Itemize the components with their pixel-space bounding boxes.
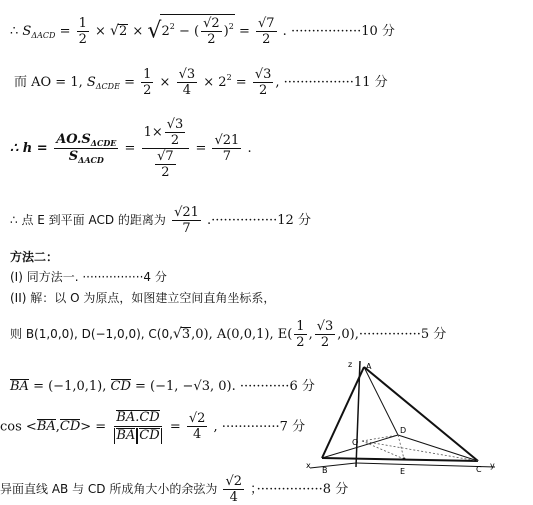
method-two-part-one: (I) 同方法一. ················4 分 [10,270,167,284]
label-d: D [400,426,407,435]
score-marker: ；················8 分 [250,482,349,497]
label-y: y [490,461,495,470]
line-coordinates: 则 B(1,0,0), D(−1,0,0), C(0,√3,0), A(0,0,1), E( $\frac{1}{2}$ , $\frac{√3}{2}$ ,0),···············5 分 [10,319,447,350]
edge-ad [364,367,398,435]
edge-oc [362,441,478,461]
method-two-part-two: (II) 解：以 O 为原点，如图建立空间直角坐标系， [10,291,276,305]
line-height-h: ∴ h = $\frac{AO.S_{\Delta CDE}}{S_{\Delta ACD}}$ = 1× $\frac{√3}{2}$ $\frac{√7}{2}$ = $\frac{√21}{7}$ . [10,117,252,180]
edge-cd [398,435,478,461]
fraction-h-formula: $\frac{AO.S_{\Delta CDE}}{S_{\Delta ACD}}$ [56,132,117,165]
method-two-title: 方法二： [10,250,59,264]
label-x: x [306,461,311,470]
label-a: A [366,362,372,371]
coordinate-figure [300,355,510,480]
score-marker: .················12 分 [207,213,311,228]
y-axis [356,463,495,467]
label-e: E [400,467,406,476]
label-c: C [476,465,482,474]
line-vectors: BA = (−1,0,1), CD = (−1, −√3, 0). ············6 分 [10,379,315,394]
label-b: B [322,466,328,475]
label-o: O [352,438,359,447]
x-axis [310,463,356,468]
line-angle-conclusion: 异面直线 AB 与 CD 所成角大小的余弦为 $\frac{√2}{4}$ ；················8 分 [0,474,349,505]
edge-bd [322,435,398,458]
score-marker: ···············5 分 [358,327,447,342]
edge-ac [364,367,478,461]
score-marker: ·················11 分 [283,75,388,90]
score-marker: , ··············7 分 [213,419,306,435]
point-e [403,458,406,461]
line-distance-conclusion: ∴ 点 E 到平面 ACD 的距离为 $\frac{√21}{7}$ .················12 分 [10,205,311,236]
score-marker: ·················10 分 [290,24,395,39]
fraction-compound: 1× $\frac{√3}{2}$ $\frac{√7}{2}$ [142,118,190,179]
fraction-half: $\frac{1}{2}$ [78,16,87,47]
sqrt-expression: $2^2$ − ( $\frac{√2}{2}$ )$^2$ [161,16,234,47]
fraction-cosine: $\frac{BA.CD}{\text{BA CD}}$ [116,410,160,444]
line-area-cde: 而 AO = 1, $S_{\Delta CDE}$ = $\frac{1}{2}$ × $\frac{√3}{4}$ × $2^2$ = $\frac{√3}{2}$ , ·················11 分 [14,67,388,98]
label-z: z [348,360,353,369]
line-area-acd: ∴ $S_{\Delta ACD}$ = $\frac{1}{2}$ × $√2 \times √2^2$ − ( $\frac{√2}{2}$ )$^2$ = $\frac{√7}{2}$ . ·················10 分 [10,16,395,47]
line-cosine: cos <BA,CD> = $\frac{BA.CD}{\text{BA CD}}$ = $\frac{√2}{4}$ , ··············7 分 [0,410,306,444]
edge-bc [322,458,478,461]
fraction-result: $\frac{√7}{2}$ [257,16,275,47]
